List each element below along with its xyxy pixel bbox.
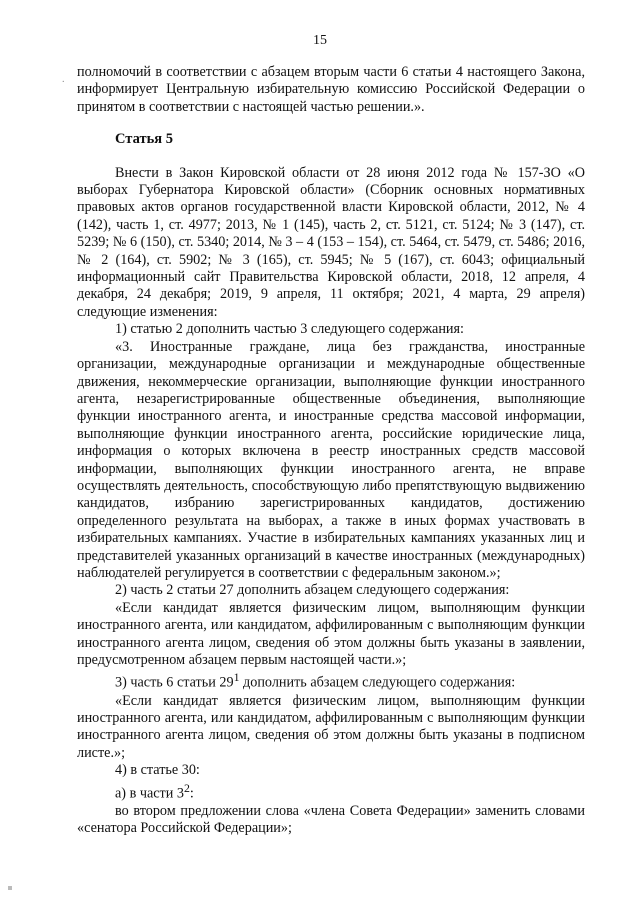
scan-mark [8,886,12,890]
item-2: 2) часть 2 статьи 27 дополнить абзацем следующего содержания: [115,582,510,599]
quote-1: «3. Иностранные граждане, лица без гражданства, иностранные организации, международные организации и международные общественные движения, некоммерческие организации, выполняющие функции иностранного агента, незарегистрированные общественные объединения, выполняющие функции иностранного агента, и иностранные средства массовой информации, выполняющие функции иностранного агента, российские юридические лица, информация о которых включена в реестр иностранных средств массовой информации, выполняющих функции иностранного агента, не вправе осуществлять деятельность, способствующую либо препятствующую выдвижению кандидатов, избранию зарегистрированных кандидатов, достижению определенного результата на выборах, а также в иных формах участвовать в избирательных кампаниях. Участие в избирательных кампаниях указанных лиц и представителей указанных организаций в качестве иностранных (международных) наблюдателей регулируется в соответствии с федеральным законом.»; [77,338,585,581]
document-body [77,64,585,838]
item-3-superscript: 1 [233,670,240,685]
item-4a [77,780,585,803]
page-number: 15 [313,33,327,48]
article-heading: Статья 5 [115,131,173,148]
item-4: 4) в статье 30: [115,762,200,779]
intro-paragraph: Внести в Закон Кировской области от 28 июня 2012 года № 157-ЗО «О выборах Губернатора Кировской области» (Сборник основных нормативных правовых актов органов государственной власти Кировской области, 2012, № 4 (142), часть 1, ст. 4977; 2013, № 1 (145), часть 2, ст. 5121, ст. 5124; № 3 (147), ст. 5239; № 6 (150), ст. 5340; 2014, № 3 – 4 (153 – 154), ст. 5464, ст. 5479, ст. 5486; 2016, № 2 (164), ст. 5902; № 3 (165), ст. 5945; № 5 (167), ст. 6043; официальный информационный сайт Правительства Кировской области, 2018, 12 апреля, 4 декабря, 24 декабря; 2019, 9 апреля, 11 октября; 2021, 4 марта, 29 апреля) следующие изменения: [77,164,585,320]
item-4a-prefix: а) в части 3 [115,785,184,802]
item-3 [77,669,585,692]
item-3-suffix: дополнить абзацем следующего содержания: [239,675,516,692]
carryover-paragraph: полномочий в соответствии с абзацем вторым части 6 статьи 4 настоящего Закона, информирует Центральную избирательную комиссию Российской Федерации о принятом в соответствии с настоящей частью решении.». [77,64,585,115]
scan-speck: . [62,74,65,85]
item-3-prefix: 3) часть 6 статьи 29 [115,675,234,692]
quote-3: «Если кандидат является физическим лицом, выполняющим функции иностранного агента, или кандидатом, аффилированным с выполняющим функции иностранного агента лицом, сведения об этом должны быть указаны в подписном листе.»; [77,692,585,761]
item-4a-superscript: 2 [183,780,190,795]
item-4a-suffix: : [189,785,194,802]
item-1: 1) статью 2 дополнить частью 3 следующего содержания: [115,321,464,338]
item-4a-text: во втором предложении слова «члена Совета Федерации» заменить словами «сенатора Российской Федерации»; [77,802,585,837]
quote-2: «Если кандидат является физическим лицом, выполняющим функции иностранного агента, или кандидатом, аффилированным с выполняющим функции иностранного агента лицом, сведения об этом должны быть указаны в заявлении, предусмотренном абзацем первым настоящей части.»; [77,599,585,668]
